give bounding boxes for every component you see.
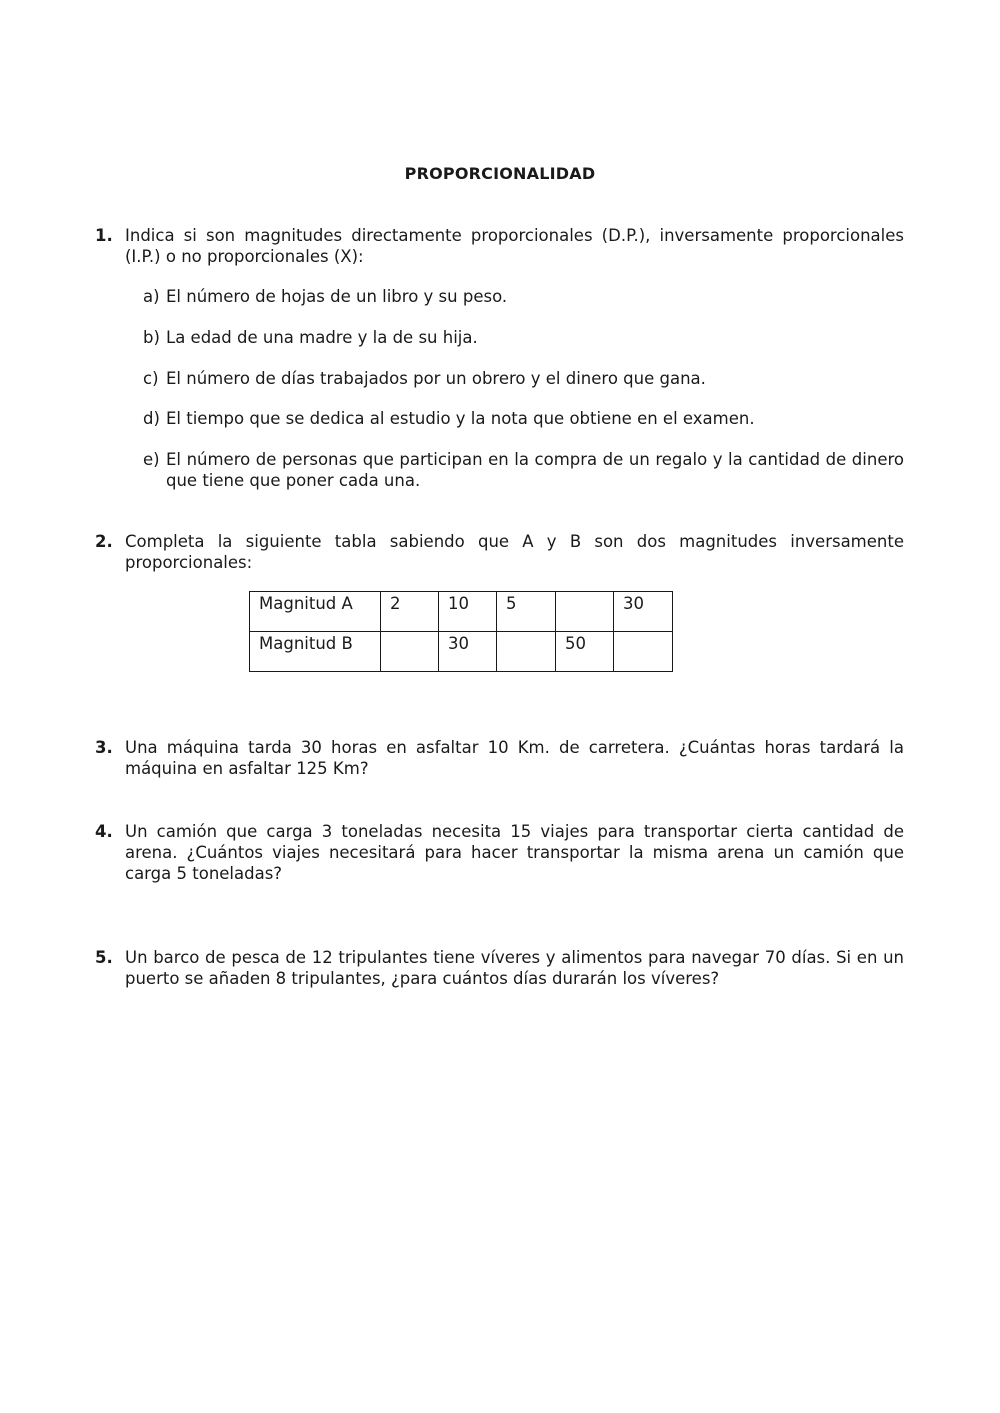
question-4 — [95, 821, 904, 884]
question-5 — [95, 947, 904, 989]
item-text: El tiempo que se dedica al estudio y la nota que obtiene en el examen. — [166, 409, 755, 428]
magnitudes-table — [249, 591, 673, 672]
item-text: La edad de una madre y la de su hija. — [166, 328, 478, 347]
question-text: Un camión que carga 3 toneladas necesita 15 viajes para transportar cierta cantidad de arena. ¿Cuántos viajes necesitará para hacer transportar la misma arena un camión que carga 5 toneladas? — [125, 822, 904, 883]
table-row — [250, 592, 673, 632]
table-cell: Magnitud A — [250, 592, 381, 632]
table-cell: 50 — [556, 632, 614, 672]
item-letter: c) — [143, 369, 159, 388]
table-cell: 30 — [614, 592, 673, 632]
question-text: Una máquina tarda 30 horas en asfaltar 10 Km. de carretera. ¿Cuántas horas tardará la máquina en asfaltar 125 Km? — [125, 738, 904, 778]
table-cell — [556, 592, 614, 632]
item-letter: e) — [143, 450, 160, 469]
page-title: PROPORCIONALIDAD — [404, 164, 596, 183]
table-cell: 10 — [439, 592, 497, 632]
question-1 — [95, 225, 904, 267]
question-number: 5. — [95, 948, 113, 967]
question-number: 3. — [95, 738, 113, 757]
question-3 — [95, 737, 904, 779]
question-number: 4. — [95, 822, 113, 841]
question-number: 2. — [95, 532, 113, 551]
table-cell — [614, 632, 673, 672]
item-letter: d) — [143, 409, 160, 428]
table-cell: 2 — [381, 592, 439, 632]
question-text: Un barco de pesca de 12 tripulantes tiene víveres y alimentos para navegar 70 días. Si en un puerto se añaden 8 tripulantes, ¿para cuántos días durarán los víveres? — [125, 948, 904, 988]
list-item-d — [143, 408, 904, 429]
item-text: El número de hojas de un libro y su peso. — [166, 287, 508, 306]
list-item-a — [143, 286, 904, 307]
item-letter: a) — [143, 287, 160, 306]
list-item-c — [143, 368, 904, 389]
table-cell: 30 — [439, 632, 497, 672]
question-2 — [95, 531, 904, 573]
item-text: El número de días trabajados por un obrero y el dinero que gana. — [166, 369, 706, 388]
table-cell: Magnitud B — [250, 632, 381, 672]
question-text: Indica si son magnitudes directamente proporcionales (D.P.), inversamente proporcionales (I.P.) o no proporcionales (X): — [125, 226, 904, 266]
table-row — [250, 632, 673, 672]
question-text: Completa la siguiente tabla sabiendo que A y B son dos magnitudes inversamente proporcionales: — [125, 532, 904, 572]
item-letter: b) — [143, 328, 160, 347]
table-cell — [381, 632, 439, 672]
question-number: 1. — [95, 226, 113, 245]
item-text: El número de personas que participan en la compra de un regalo y la cantidad de dinero que tiene que poner cada una. — [166, 450, 904, 490]
list-item-e — [143, 449, 904, 491]
table-cell — [497, 632, 556, 672]
table-cell: 5 — [497, 592, 556, 632]
list-item-b — [143, 327, 904, 348]
